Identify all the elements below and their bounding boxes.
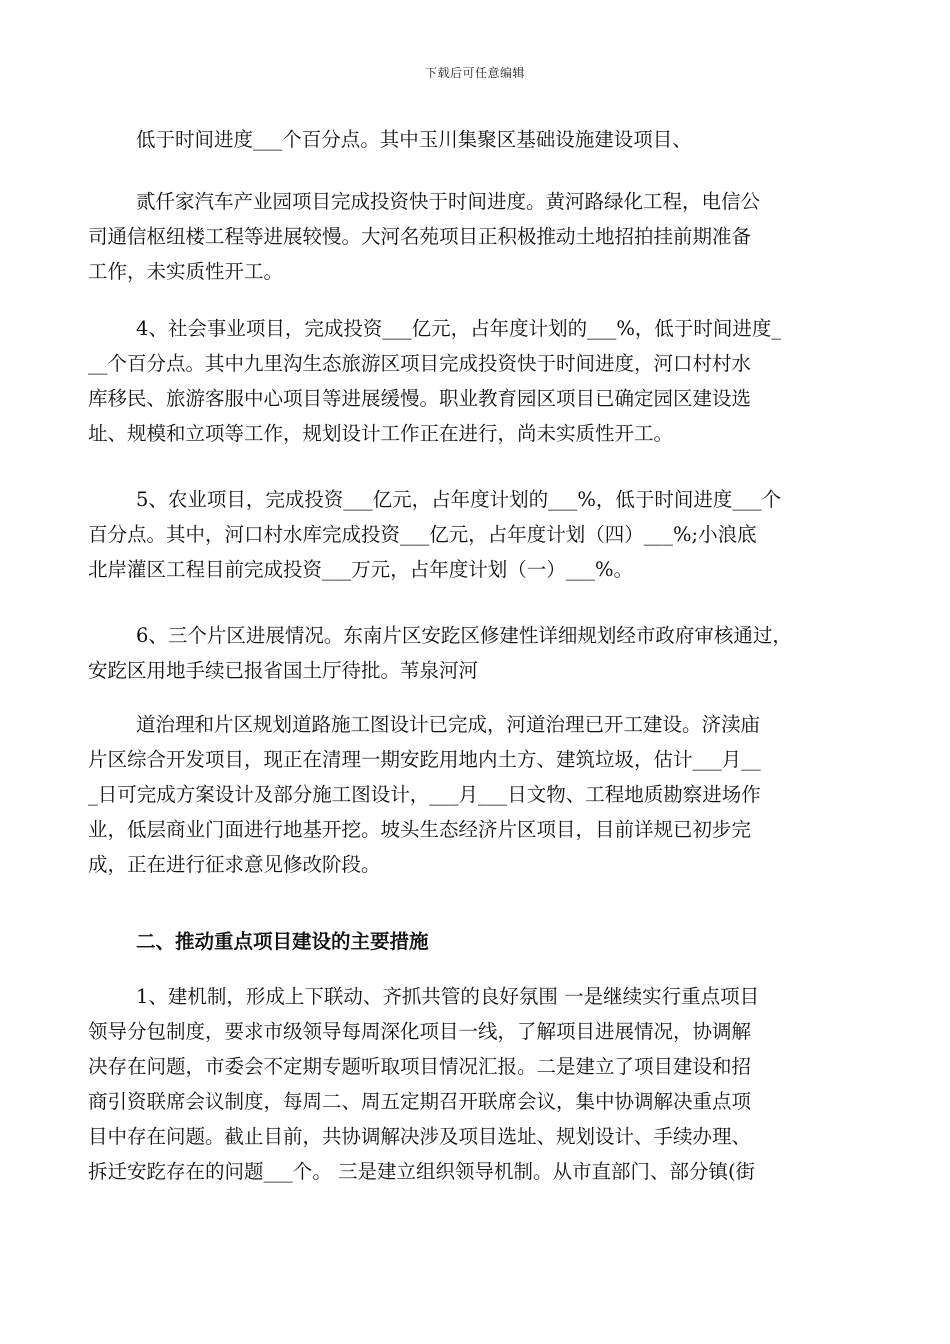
paragraph-line: 安趷区用地手续已报省国土厅待批。苇泉河河 [88, 659, 479, 682]
page-header-note: 下载后可任意编辑 [424, 66, 525, 80]
paragraph-line: 目中存在问题。截止目前，共协调解决涉及项目选址、规划设计、手续办理、 [88, 1125, 752, 1148]
paragraph-5 [88, 618, 868, 688]
paragraph-line: _日可完成方案设计及部分施工图设计，___月___日文物、工程地质勘察进场作 [88, 783, 761, 806]
paragraph-line: 拆迁安趷存在的问题___个。 三是建立组织领导机制。从市直部门、部分镇(街 [88, 1160, 756, 1183]
paragraph-line: 片区综合开发项目，现正在清理一期安趷用地内土方、建筑垃圾，估计___月__ [88, 748, 761, 771]
paragraph-1 [88, 122, 868, 157]
paragraph-line: 5、农业项目，完成投资___亿元，占年度计划的___%，低于时间进度___个 [136, 488, 782, 511]
section-heading: 二、推动重点项目建设的主要措施 [136, 930, 429, 953]
paragraph-line: 4、社会事业项目，完成投资___亿元，占年度计划的___%，低于时间进度_ [136, 317, 782, 340]
paragraph-line: 库移民、旅游客服中心项目等进展缓慢。职业教育园区项目已确定园区建设选 [88, 387, 752, 410]
paragraph-line: 业，低层商业门面进行地基开挖。坡头生态经济片区项目，目前详规已初步完 [88, 818, 752, 841]
paragraph-line: __个百分点。其中九里沟生态旅游区项目完成投资快于时间进度，河口村村水 [88, 352, 752, 375]
paragraph-line: 贰仟家汽车产业园项目完成投资快于时间进度。黄河路绿化工程，电信公 [136, 190, 761, 213]
paragraph-line: 低于时间进度___个百分点。其中玉川集聚区基础设施建设项目、 [136, 128, 692, 151]
paragraph-line: 决存在问题，市委会不定期专题听取项目情况汇报。二是建立了项目建设和招 [88, 1055, 752, 1078]
paragraph-line: 道治理和片区规划道路施工图设计已完成，河道治理已开工建设。济渎庙 [136, 713, 761, 736]
paragraph-3 [88, 311, 868, 451]
paragraph-line: 成，正在进行征求意见修改阶段。 [88, 853, 381, 876]
paragraph-line: 商引资联席会议制度，每周二、周五定期召开联席会议，集中协调解决重点项 [88, 1090, 752, 1113]
paragraph-4 [88, 482, 868, 587]
paragraph-line: 司通信枢纽楼工程等进展较慢。大河名苑项目正积极推动土地招拍挂前期准备 [88, 225, 752, 248]
paragraph-line: 领导分包制度，要求市级领导每周深化项目一线，了解项目进展情况，协调解 [88, 1020, 752, 1043]
paragraph-line: 工作，未实质性开工。 [88, 260, 284, 283]
paragraph-2 [88, 184, 868, 289]
paragraph-6 [88, 707, 868, 882]
paragraph-line: 址、规模和立项等工作，规划设计工作正在进行，尚未实质性开工。 [88, 422, 674, 445]
paragraph-7 [88, 979, 868, 1189]
paragraph-line: 6、三个片区进展情况。东南片区安趷区修建性详细规划经市政府审核通过， [136, 624, 792, 647]
paragraph-line: 百分点。其中，河口村水库完成投资___亿元，占年度计划（四）___%;小浪底 [88, 523, 757, 546]
paragraph-line: 1、建机制，形成上下联动、齐抓共管的良好氛围 一是继续实行重点项目 [136, 985, 760, 1008]
paragraph-line: 北岸灌区工程目前完成投资___万元，占年度计划（一）___%。 [88, 558, 634, 581]
